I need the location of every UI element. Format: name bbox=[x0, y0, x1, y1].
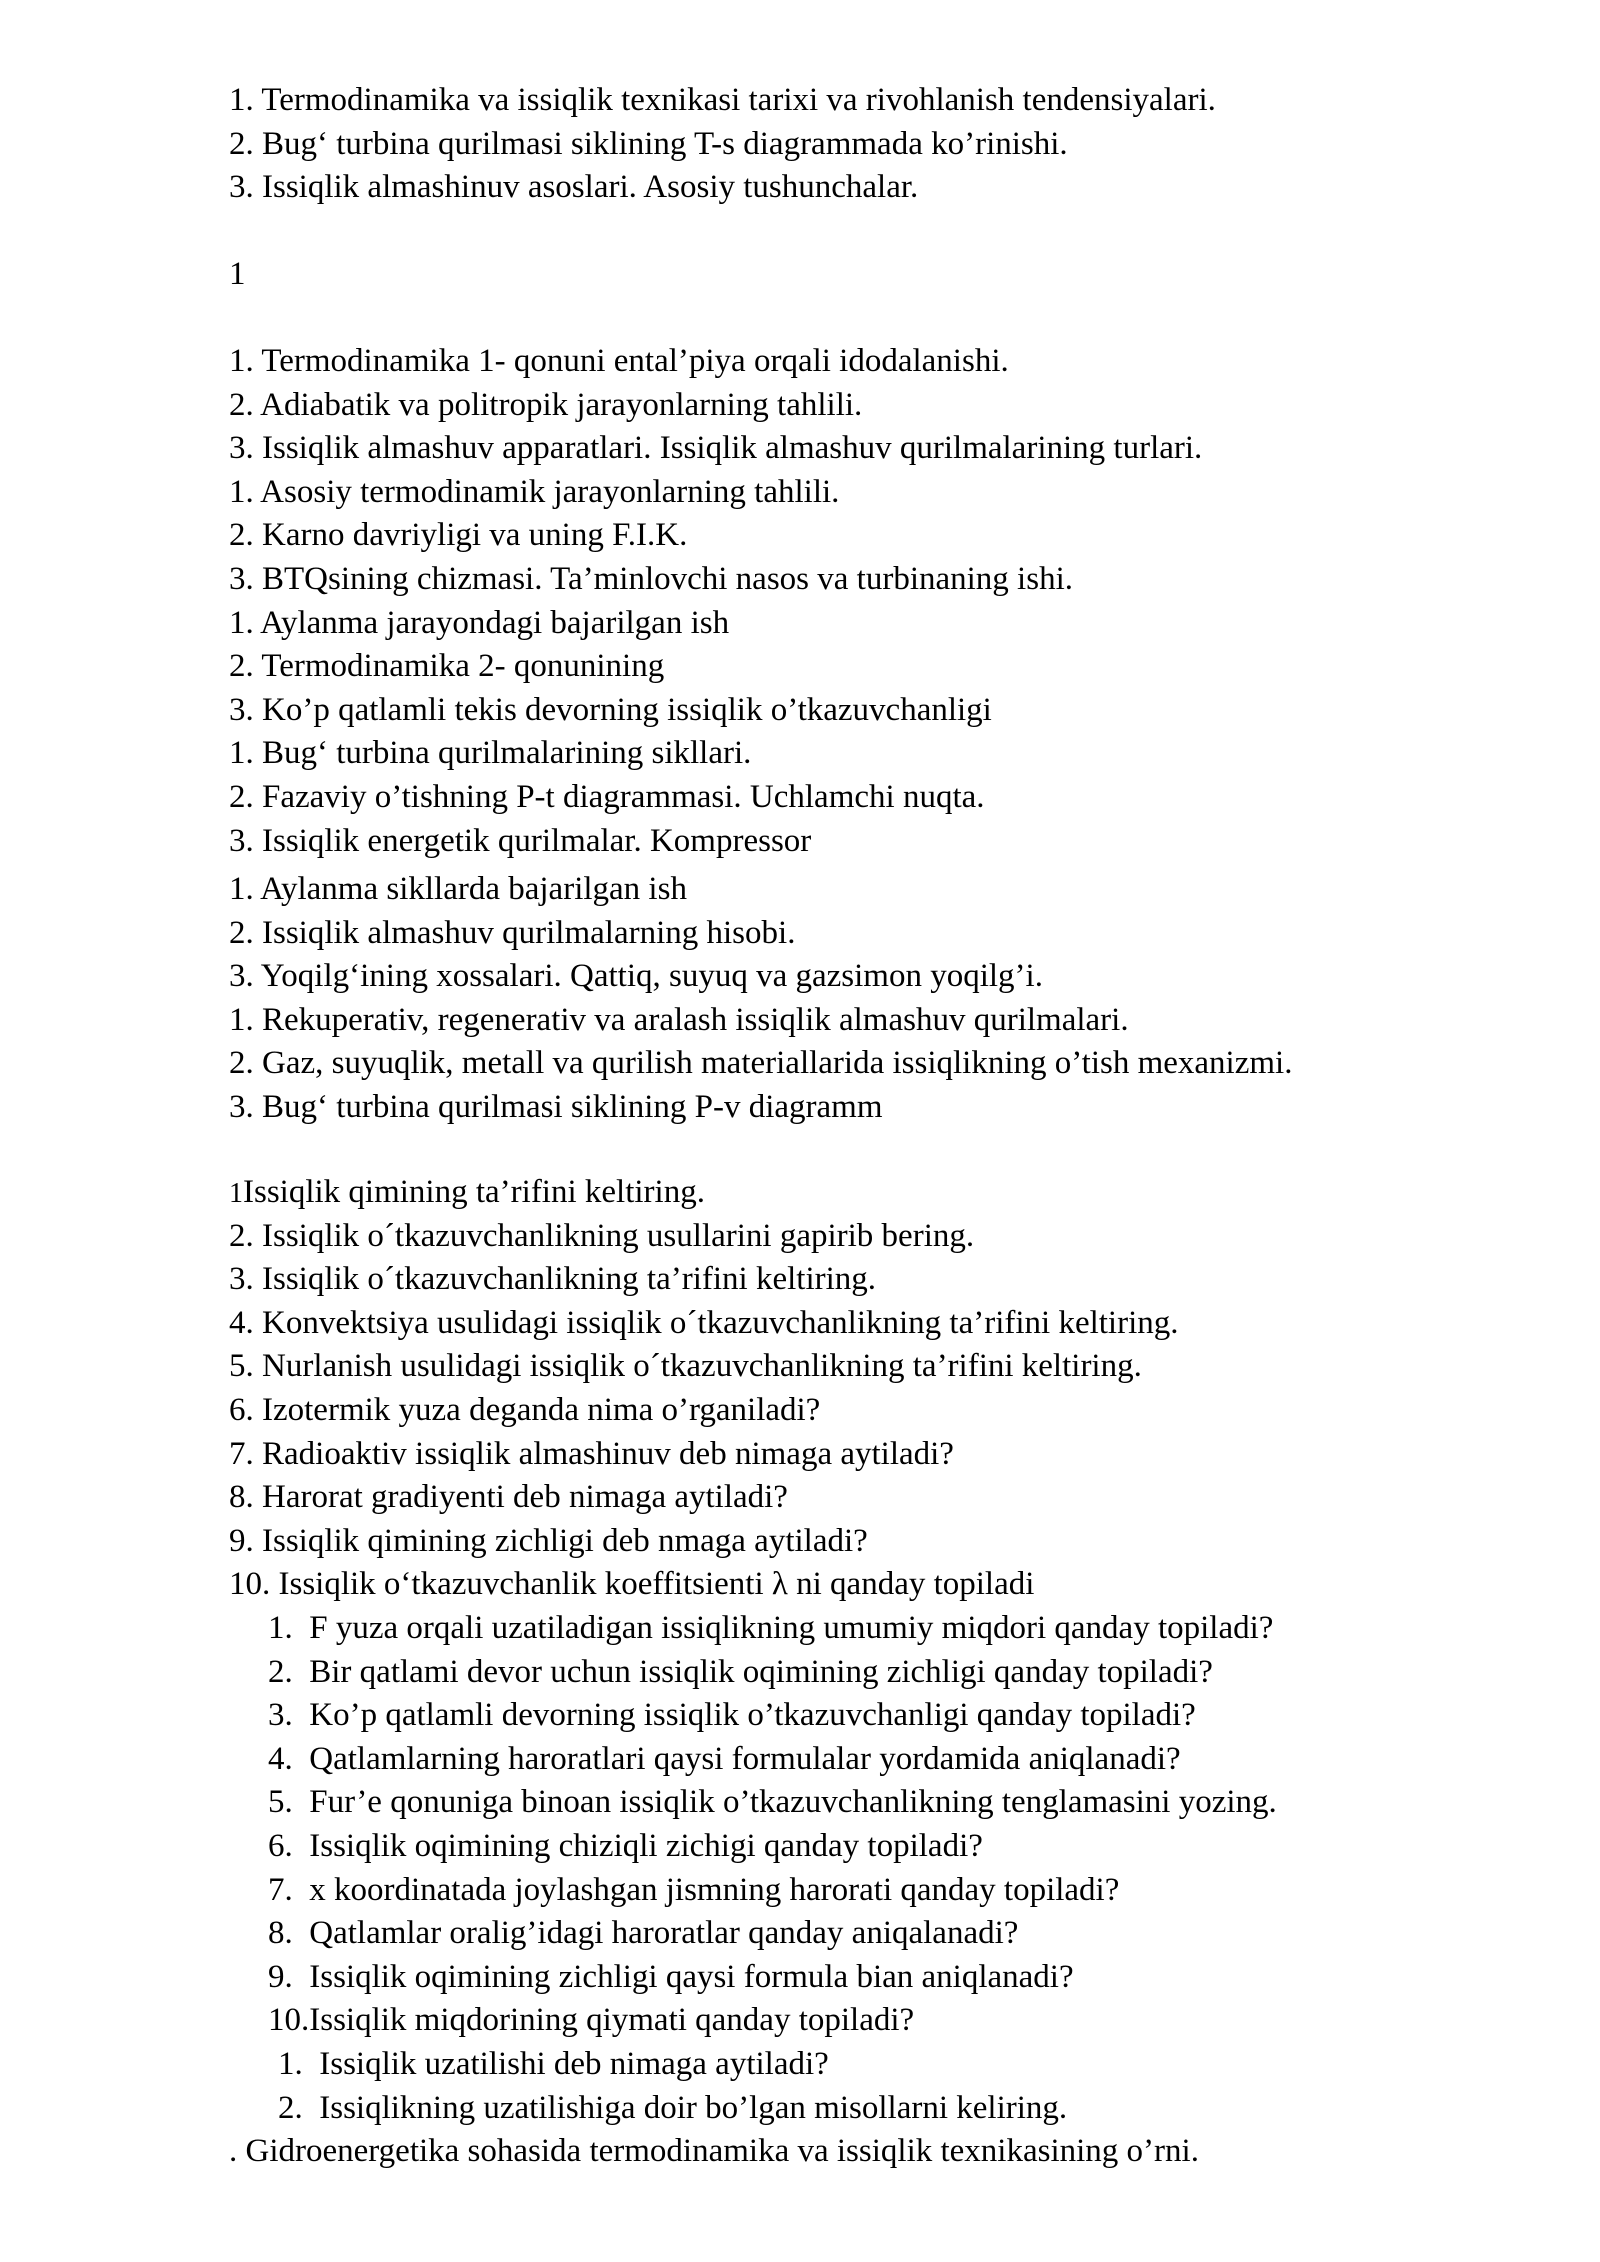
list-item: 3. Ko’p qatlamli tekis devorning issiqlik o’tkazuvchanligi bbox=[229, 691, 992, 728]
list-item: 1. F yuza orqali uzatiladigan issiqlikning umumiy miqdori qanday topiladi? bbox=[268, 1610, 1274, 1646]
list-item: 7. x koordinatada joylashgan jismning harorati qanday topiladi? bbox=[268, 1871, 1120, 1908]
list-item: 4. Qatlamlarning haroratlari qaysi formulalar yordamida aniqlanadi? bbox=[268, 1740, 1181, 1777]
list-item: 1. Bug‘ turbina qurilmalarining sikllari. bbox=[229, 735, 752, 772]
list-item: 2. Issiqlik almashuv qurilmalarning hisobi. bbox=[229, 914, 796, 951]
list-item bbox=[229, 1171, 1529, 1215]
list-item: 3. Ko’p qatlamli devorning issiqlik o’tkazuvchanligi qanday topiladi? bbox=[268, 1697, 1196, 1734]
list-item: 3. Bug‘ turbina qurilmasi siklining P-v diagramm bbox=[229, 1088, 883, 1125]
list-item: 3. BTQsining chizmasi. Ta’minlovchi nasos va turbinaning ishi. bbox=[229, 560, 1073, 597]
topic-list-b bbox=[229, 340, 1529, 863]
question-list-f bbox=[229, 2043, 1529, 2130]
list-item: 5. Fur’e qonuniga binoan issiqlik o’tkazuvchanlikning tenglamasini yozing. bbox=[268, 1784, 1277, 1821]
list-item: 2. Termodinamika 2- qonunining bbox=[229, 648, 665, 685]
list-item: 3. Issiqlik energetik qurilmalar. Kompressor bbox=[229, 822, 812, 859]
list-item: 2. Issiqlikning uzatilishiga doir bo’lgan misollarni keliring. bbox=[278, 2089, 1068, 2126]
list-item: 2. Adiabatik va politropik jarayonlarning tahlili. bbox=[229, 386, 863, 423]
topic-list-a bbox=[229, 79, 1529, 210]
list-item: 9. Issiqlik oqimining zichligi qaysi formula bian aniqlanadi? bbox=[268, 1958, 1074, 1995]
list-item: 6. Izotermik yuza deganda nima o’rganiladi? bbox=[229, 1391, 821, 1428]
list-item: 8. Qatlamlar oralig’idagi haroratlar qanday aniqalanadi? bbox=[268, 1915, 1019, 1952]
list-item: 2. Bir qatlami devor uchun issiqlik oqimining zichligi qanday topiladi? bbox=[268, 1653, 1213, 1690]
list-item: 10. Issiqlik o‘tkazuvchanlik koeffitsienti λ ni qanday topiladi bbox=[229, 1566, 1035, 1603]
list-item: 3. Yoqilg‘ining xossalari. Qattiq, suyuq va gazsimon yoqilg’i. bbox=[229, 958, 1043, 995]
list-item: 5. Nurlanish usulidagi issiqlik o´tkazuvchanlikning ta’rifini keltiring. bbox=[229, 1348, 1142, 1385]
list-item: 4. Konvektsiya usulidagi issiqlik o´tkazuvchanlikning ta’rifini keltiring. bbox=[229, 1304, 1179, 1341]
list-item: 2. Issiqlik o´tkazuvchanlikning usullarini gapirib bering. bbox=[229, 1217, 975, 1254]
list-item: 1. Issiqlik uzatilishi deb nimaga aytiladi? bbox=[278, 2046, 829, 2082]
list-item: 6. Issiqlik oqimining chiziqli zichigi qanday topiladi? bbox=[268, 1827, 983, 1864]
list-item: 1. Termodinamika 1- qonuni ental’piya orqali idodalanishi. bbox=[229, 343, 1009, 379]
list-item: 3. Issiqlik o´tkazuvchanlikning ta’rifini keltiring. bbox=[229, 1261, 877, 1298]
list-item: 2. Karno davriyligi va uning F.I.K. bbox=[229, 517, 688, 554]
list-item: 2. Fazaviy o’tishning P-t diagrammasi. Uchlamchi nuqta. bbox=[229, 778, 985, 815]
question-list-e bbox=[229, 1607, 1529, 2043]
list-item: 9. Issiqlik qimining zichligi deb nmaga aytiladi? bbox=[229, 1522, 868, 1559]
list-item: 1. Aylanma jarayondagi bajarilgan ish bbox=[229, 604, 730, 641]
list-item: 2. Bug‘ turbina qurilmasi siklining T-s diagrammada ko’rinishi. bbox=[229, 125, 1068, 162]
standalone-number-block bbox=[229, 253, 1529, 297]
list-item: 1. Aylanma sikllarda bajarilgan ish bbox=[229, 871, 687, 907]
list-item: 1. Asosiy termodinamik jarayonlarning tahlili. bbox=[229, 473, 840, 510]
closing-line-block bbox=[229, 2130, 1529, 2174]
list-item: 3. Issiqlik almashinuv asoslari. Asosiy tushunchalar. bbox=[229, 169, 919, 206]
list-item: 7. Radioaktiv issiqlik almashinuv deb nimaga aytiladi? bbox=[229, 1435, 954, 1472]
list-item: 1. Rekuperativ, regenerativ va aralash issiqlik almashuv qurilmalari. bbox=[229, 1001, 1129, 1038]
topic-list-c bbox=[229, 868, 1529, 1130]
closing-line: . Gidroenergetika sohasida termodinamika va issiqlik texnikasining o’rni. bbox=[229, 2133, 1199, 2169]
list-item: 8. Harorat gradiyenti deb nimaga aytiladi? bbox=[229, 1479, 788, 1516]
list-item-text: Issiqlik qimining ta’rifini keltiring. bbox=[243, 1174, 705, 1210]
standalone-number: 1 bbox=[229, 256, 246, 292]
list-item: 2. Gaz, suyuqlik, metall va qurilish materiallarida issiqlikning o’tish mexanizmi. bbox=[229, 1045, 1293, 1082]
question-list-d bbox=[229, 1171, 1529, 1607]
list-item-number: 1 bbox=[229, 1178, 243, 1209]
list-item: 10.Issiqlik miqdorining qiymati qanday topiladi? bbox=[268, 2002, 915, 2039]
list-item: 1. Termodinamika va issiqlik texnikasi tarixi va rivohlanish tendensiyalari. bbox=[229, 82, 1216, 118]
list-item: 3. Issiqlik almashuv apparatlari. Issiqlik almashuv qurilmalarining turlari. bbox=[229, 430, 1203, 467]
